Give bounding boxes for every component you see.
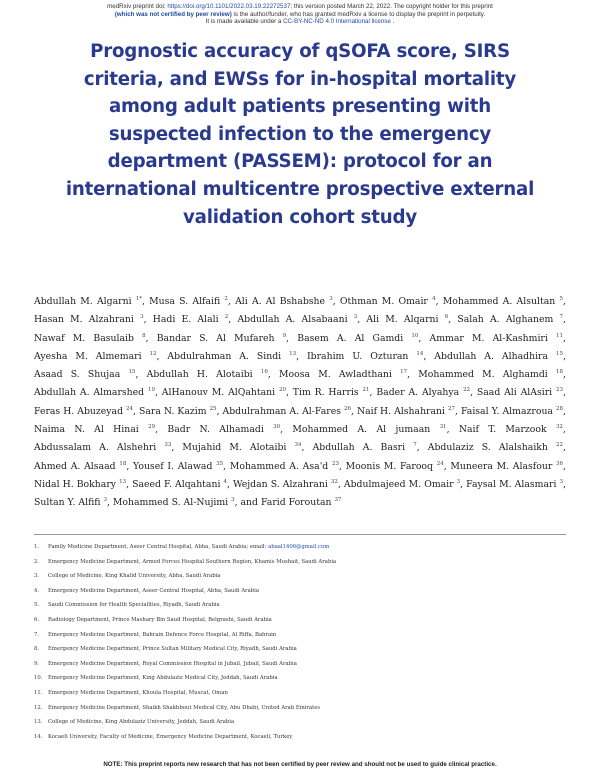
- author-affiliation-marker: 3: [231, 497, 235, 504]
- author-name: Saeed F. Alqahtani: [132, 478, 221, 490]
- affiliation-number: 12.: [34, 704, 43, 711]
- affiliation-text: Emergency Medicine Department, Shaikh Shakhbout Medical City, Abu Dhabi, United Arab Emirates: [48, 704, 321, 711]
- author-entry: [443, 296, 563, 307]
- banner-copyright-text: ; this version posted March 22, 2022. The copyright holder for this preprint: [290, 3, 493, 10]
- banner-available-text: It is made available under a: [205, 18, 284, 26]
- author-name: Abdussalam A. Alshehri: [34, 442, 157, 454]
- author-affiliation-marker: 7: [413, 442, 417, 449]
- author-affiliation-marker: 15: [128, 369, 136, 376]
- paper-title: [30, 38, 570, 231]
- banner-line-3: [0, 18, 600, 26]
- affiliation-number: 14.: [34, 733, 43, 740]
- author-name: Farid Foroutan: [260, 497, 332, 509]
- author-name: Moonis M. Farooq: [345, 460, 433, 472]
- affiliation-text: Radiology Department, Prince Mashary Bin Saud Hospital, Belgrashi, Saudi Arabia: [48, 616, 272, 623]
- author-entry: [237, 314, 357, 325]
- author-affiliation-marker: 3: [103, 497, 107, 504]
- author-entry: [376, 387, 470, 398]
- author-name: Hadi E. Alali: [152, 314, 219, 326]
- author-affiliation-marker: 31: [439, 423, 447, 430]
- affiliation-item: [34, 686, 566, 701]
- author-affiliation-marker: 4: [432, 295, 436, 302]
- author-entry: [477, 387, 563, 398]
- author-name: Faisal Y. Almazroua: [460, 405, 553, 417]
- author-name: Mohammed A. Alsultan: [442, 296, 556, 307]
- author-name: Abdulrahman A. Al-Fares: [222, 405, 341, 417]
- affiliation-item: [34, 628, 566, 643]
- author-entry: [297, 333, 418, 344]
- author-entry: [466, 479, 563, 490]
- author-entry: [450, 461, 563, 472]
- author-name: Nawaf M. Basulaib: [34, 332, 134, 344]
- author-name: Asaad S. Shujaa: [34, 369, 121, 381]
- author-name: Abdullah A. Alsabaani: [237, 314, 348, 326]
- author-entry: [457, 314, 563, 325]
- affiliation-item: [34, 540, 566, 555]
- author-entry: [34, 461, 126, 472]
- author-entry: [346, 461, 444, 472]
- author-name: Bader A. Alyahya: [376, 387, 460, 399]
- affiliation-separator: [34, 534, 566, 535]
- author-affiliation-marker: 35: [216, 460, 224, 467]
- author-affiliation-marker: 10: [411, 332, 419, 339]
- author-affiliation-marker: 3: [140, 314, 144, 321]
- author-affiliation-marker: 4: [223, 478, 227, 485]
- preprint-footer-note: NOTE: This preprint reports new research that has not been certified by peer review and should not be used to guide clinical practice.: [103, 761, 497, 768]
- affiliation-item: [34, 657, 566, 672]
- preprint-banner: [0, 3, 600, 26]
- author-affiliation-marker: 33: [164, 442, 172, 449]
- author-affiliation-marker: 11: [556, 332, 563, 339]
- author-affiliation-marker: 25: [209, 405, 217, 412]
- author-entry: [149, 296, 228, 307]
- author-name: Mohammed M. Alghamdi: [418, 369, 548, 381]
- author-affiliation-marker: 19: [147, 387, 155, 394]
- author-name: Naima N. Al Hinai: [34, 424, 139, 436]
- affiliation-text: Family Medicine Department, Aseer Central Hospital, Abha, Saudi Arabia; email:: [48, 544, 269, 550]
- author-entry: [428, 442, 563, 453]
- author-entry: [133, 461, 223, 472]
- author-name: Nidal H. Bokhary: [34, 478, 117, 490]
- author-name: Ammar M. Al-Kashmiri: [429, 332, 548, 344]
- title-line: suspected infection to the emergency: [108, 123, 492, 145]
- affiliation-number: 2.: [34, 558, 40, 565]
- author-affiliation-marker: 2: [224, 295, 228, 302]
- author-affiliation-marker: 24: [436, 460, 444, 467]
- author-prefix: and: [240, 497, 261, 509]
- author-name: Tim R. Harris: [292, 387, 359, 399]
- author-name: Yousef I. Alawad: [133, 460, 213, 472]
- author-affiliation-marker: 20: [279, 387, 286, 394]
- author-name: Sara N. Kazim: [139, 405, 207, 417]
- author-name: Naif T. Marzook: [458, 424, 547, 436]
- author-name: Basem A. Al Gamdi: [297, 332, 404, 344]
- author-entry: [366, 314, 448, 325]
- affiliation-text: Emergency Medicine Department, Bahrain Defence Force Hospital, Al Riffa, Bahrain: [48, 631, 277, 638]
- affiliation-list: [34, 540, 566, 744]
- author-name: Badr N. Alhamadi: [167, 424, 264, 436]
- author-entry: [357, 406, 455, 417]
- author-name: Ali M. Alqarni: [366, 314, 439, 326]
- author-entry: [113, 497, 235, 508]
- author-affiliation-marker: 18: [555, 369, 563, 376]
- author-name: Ibrahim U. Ozturan: [306, 350, 409, 362]
- title-line: among adult patients presenting with: [108, 96, 491, 118]
- author-name: Abdullah M. Algarni: [34, 296, 132, 307]
- author-entry: [434, 351, 563, 362]
- author-entry: [167, 351, 296, 362]
- author-entry: [293, 387, 370, 398]
- banner-license-statement: is the author/funder, who has granted medRxiv a license to display the preprint in perpetuity.: [231, 10, 486, 18]
- author-name: Abdullah H. Alotaibi: [146, 369, 253, 381]
- author-name: Feras H. Abuzeyad: [34, 405, 124, 417]
- author-name: AlHanouv M. AlQahtani: [161, 387, 276, 399]
- author-affiliation-marker: 26: [343, 405, 351, 412]
- affiliation-number: 4.: [34, 587, 40, 594]
- author-affiliation-marker: 3: [329, 295, 333, 302]
- author-name: Mohammed S. Al-Nujimi: [112, 497, 229, 509]
- author-entry: [162, 387, 286, 398]
- affiliation-text: College of Medicine, King Khalid University, Abha, Saudi Arabia: [48, 573, 221, 580]
- author-affiliation-marker: 27: [448, 405, 455, 412]
- author-entry: [34, 497, 107, 508]
- affiliation-text: Emergency Medicine Department, Khoula Hospital, Muscat, Oman: [48, 689, 228, 696]
- banner-not-certified: (which was not certified by peer review): [114, 10, 232, 18]
- author-entry: [461, 406, 563, 417]
- affiliation-number: 3.: [34, 573, 40, 580]
- affiliation-item: [34, 730, 566, 745]
- corresponding-email-link[interactable]: abaal1406@gmail.com: [268, 544, 330, 550]
- affiliation-number: 9.: [34, 660, 40, 667]
- author-name: Mohammed A. Al jumaan: [292, 424, 431, 436]
- author-entry: [241, 497, 342, 508]
- author-name: Othman M. Omair: [339, 296, 428, 307]
- title-line: Prognostic accuracy of qSOFA score, SIRS: [90, 41, 510, 62]
- author-affiliation-marker: 1*: [135, 295, 142, 302]
- affiliation-number: 5.: [34, 602, 40, 609]
- author-name: Faysal M. Alasmari: [466, 478, 557, 490]
- author-affiliation-marker: 14: [416, 350, 424, 357]
- author-affiliation-marker: 16: [260, 369, 268, 376]
- author-entry: [34, 406, 133, 417]
- author-entry: [223, 406, 351, 417]
- author-entry: [418, 369, 563, 380]
- author-name: Hasan M. Alzahrani: [34, 314, 134, 326]
- author-entry: [132, 479, 227, 490]
- author-entry: [34, 351, 157, 362]
- author-name: Wejdan S. Alzahrani: [232, 478, 328, 490]
- author-affiliation-marker: 15: [556, 350, 563, 357]
- author-name: Ali A. Al Bshabshe: [235, 296, 326, 307]
- affiliation-number: 7.: [34, 631, 40, 638]
- author-entry: [34, 369, 135, 380]
- author-name: Ahmed A. Alsaad: [34, 460, 116, 472]
- author-affiliation-marker: 3: [559, 478, 563, 485]
- author-entry: [34, 314, 144, 325]
- author-affiliation-marker: 7: [559, 314, 563, 321]
- author-affiliation-marker: 2: [224, 314, 229, 321]
- author-name: Abdulrahman A. Sindi: [167, 350, 282, 362]
- author-affiliation-marker: 22: [556, 442, 564, 449]
- author-affiliation-marker: 32: [330, 478, 338, 485]
- author-name: Saad Ali AlAsiri: [476, 387, 553, 399]
- author-name: Sultan Y. Alfifi: [34, 497, 101, 509]
- affiliation-item: [34, 642, 566, 657]
- author-name: Abdulmajeed M. Omair: [343, 478, 454, 490]
- author-entry: [34, 333, 146, 344]
- author-entry: [157, 333, 286, 344]
- affiliation-item: [34, 598, 566, 613]
- author-entry: [147, 369, 268, 380]
- author-affiliation-marker: 32: [555, 423, 563, 430]
- author-name: Abdullah A. Alhadhira: [434, 350, 549, 362]
- author-affiliation-marker: 9: [282, 332, 287, 339]
- affiliation-number: 13.: [34, 719, 43, 726]
- author-affiliation-marker: 23: [556, 387, 563, 394]
- author-entry: [429, 333, 563, 344]
- author-affiliation-marker: 3: [353, 314, 358, 321]
- affiliation-text: Kocaeli University, Faculty of Medicine, Emergency Medicine Department, Kocaeli, Turkey: [48, 733, 293, 740]
- author-affiliation-marker: 5: [559, 295, 563, 302]
- affiliation-item: [34, 701, 566, 716]
- author-affiliation-marker: 3: [456, 478, 461, 485]
- author-name: Abdullah A. Almarshed: [34, 387, 145, 399]
- author-affiliation-marker: 6: [444, 314, 449, 321]
- author-entry: [34, 387, 155, 398]
- author-affiliation-marker: 13: [119, 478, 127, 485]
- author-entry: [292, 424, 446, 435]
- affiliation-item: [34, 584, 566, 599]
- affiliation-text: Saudi Commission for Health Specialities, Riyadh, Saudi Arabia: [48, 602, 220, 609]
- banner-line-1: [0, 3, 600, 11]
- affiliation-number: 6.: [34, 616, 40, 623]
- author-affiliation-marker: 36: [556, 460, 564, 467]
- author-name: Abdulaziz S. Alalshaikh: [427, 442, 548, 454]
- affiliation-item: [34, 569, 566, 584]
- affiliation-text: Emergency Medicine Department, Prince Sultan Military Medical City, Riyadh, Saudi Arabia: [48, 646, 297, 653]
- author-entry: [182, 442, 301, 453]
- affiliation-text: College of Medicine, King Abdulaziz University, Jeddah, Saudi Arabia: [48, 719, 235, 726]
- author-name: Abdullah A. Basri: [312, 442, 406, 454]
- author-name: Mujahid M. Alotaibi: [182, 442, 287, 454]
- author-name: Mohammed A. Asa'd: [229, 460, 329, 472]
- affiliation-text: Emergency Medicine Department, Royal Commission Hospital in Jubail, Jubail, Saudi Arabia: [48, 660, 297, 667]
- affiliation-text: Emergency Medicine Department, King Abdulaziz Medical City, Jeddah, Saudi Arabia: [48, 675, 278, 682]
- author-entry: [279, 369, 407, 380]
- affiliation-text: Emergency Medicine Department, Aseer Central Hospital, Abha, Saudi Arabia: [48, 587, 259, 594]
- affiliation-item: [34, 613, 566, 628]
- author-entry: [34, 479, 126, 490]
- affiliation-number: 1.: [34, 544, 40, 550]
- author-name: Naif H. Alshahrani: [356, 405, 445, 417]
- author-entry: [459, 424, 563, 435]
- banner-period: .: [390, 18, 395, 26]
- author-affiliation-marker: 24: [126, 405, 134, 412]
- author-name: Musa S. Alfaifi: [149, 296, 221, 307]
- author-affiliation-marker: 17: [400, 369, 408, 376]
- author-affiliation-marker: 22: [463, 387, 471, 394]
- author-entry: [34, 424, 155, 435]
- affiliation-number: 10.: [34, 675, 43, 682]
- author-entry: [139, 406, 217, 417]
- affiliation-text: Emergency Medicine Department, Armed Forces Hospital Southern Region, Khamis Mushait, Saudi Arabia: [48, 558, 337, 565]
- title-line: international multicentre prospective external: [65, 178, 535, 200]
- author-entry: [34, 442, 171, 453]
- affiliation-item: [34, 555, 566, 570]
- banner-line-2: [0, 11, 600, 19]
- license-link[interactable]: CC-BY-NC-ND 4.0 International license: [283, 18, 391, 26]
- author-entry: [34, 296, 142, 307]
- author-affiliation-marker: 8: [142, 332, 146, 339]
- author-entry: [153, 314, 229, 325]
- doi-link[interactable]: https://doi.org/10.1101/2022.03.19.22272537: [167, 3, 291, 10]
- banner-doi-label: medRxiv preprint doi:: [107, 3, 168, 10]
- author-affiliation-marker: 37: [334, 497, 342, 504]
- author-affiliation-marker: 13: [289, 350, 297, 357]
- author-name: Ayesha M. Almemari: [34, 350, 142, 362]
- author-entry: [167, 424, 280, 435]
- author-affiliation-marker: 34: [294, 442, 302, 449]
- author-name: Moosa M. Awladthani: [279, 369, 392, 381]
- affiliation-number: 8.: [34, 646, 40, 653]
- author-name: Salah A. Alghanem: [457, 314, 554, 326]
- affiliation-item: [34, 715, 566, 730]
- author-entry: [235, 296, 333, 307]
- author-entry: [340, 296, 436, 307]
- title-line: validation cohort study: [182, 206, 418, 228]
- title-line: criteria, and EWSs for in-hospital mortality: [83, 68, 517, 90]
- author-name: Muneera M. Alasfour: [450, 460, 553, 472]
- author-affiliation-marker: 30: [273, 423, 281, 430]
- author-entry: [344, 479, 460, 490]
- author-affiliation-marker: 18: [119, 460, 127, 467]
- author-entry: [313, 442, 417, 453]
- title-line: department (PASSEM): protocol for an: [107, 151, 493, 173]
- author-entry: [230, 461, 339, 472]
- author-name: Bandar S. Al Mufareh: [156, 332, 275, 344]
- author-entry: [233, 479, 338, 490]
- affiliation-number: 11.: [34, 689, 43, 696]
- author-affiliation-marker: 28: [555, 405, 563, 412]
- author-affiliation-marker: 21: [362, 387, 370, 394]
- author-entry: [307, 351, 423, 362]
- author-affiliation-marker: 12: [149, 350, 157, 357]
- author-affiliation-marker: 29: [148, 423, 156, 430]
- author-affiliation-marker: 23: [331, 460, 339, 467]
- author-list: Abdullah M. Algarni $^{1*}$, Musa S. Alfaifi $^2$, Ali A. Al Bshabshe $^3$, Othman M. Omair $^4$, Mohammed A. Alsultan $^5$, Hasan M. Alzahrani $^3$, Hadi E. Alali $^2$, Abdullah A. Alsabaani $^3$, Ali M. Alqarni $^6$, Salah A. Alghanem $^7$, Nawaf M. Basulaib $^8$, Bandar S. Al Mufareh $^9$, Basem A. Al Gamdi $^{10}$, Ammar M. Al-Kashmiri $^{11}$, Ayesha M. Almemari $^{12}$, Abdulrahman A. Sindi $^{13}$, Ibrahim U. Ozturan $^{14}$, Abdullah A. Alhadhira $^{15}$, Asaad S. Shujaa $^{15}$, Abdullah H. Alotaibi $^{16}$, Moosa M. Awladthani $^{17}$, Mohammed M. Alghamdi $^{18}$, Abdullah A. Almarshed $^{19}$, AlHanouv M. AlQahtani $^{20}$, Tim R. Harris $^{21}$, Bader A. Alyahya $^{22}$, Saad Ali AlAsiri $^{23}$, Feras H. Abuzeyad $^{24}$, Sara N. Kazim $^{25}$, Abdulrahman A. Al-Fares $^{26}$, Naif H. Alshahrani $^{27}$, Faisal Y. Almazroua $^{28}$, Naima N. Al Hinai $^{29}$, Badr N. Alhamadi $^{30}$, Mohammed A. Al jumaan $^{31}$, Naif T. Marzook $^{32}$, Abdussalam A. Alshehri $^{33}$, Mujahid M. Alotaibi $^{34}$, Abdullah A. Basri $^7$, Abdulaziz S. Alalshaikh $^{22}$, Ahmed A. Alsaad $^{18}$, Yousef I. Alawad $^{35}$, Mohammed A. Asa'd $^{23}$, Moonis M. Farooq $^{24}$, Muneera M. Alasfour $^{36}$, Nidal H. Bokhary $^{13}$, Saeed F. Alqahtani $^4$, Wejdan S. Alzahrani $^{32}$, Abdulmajeed M. Omair $^3$, Faysal M. Alasmari $^3$, Sultan Y. Alfifi $^3$, Mohammed S. Al-Nujimi $^3$, and Farid Foroutan $^{37}$: [34, 295, 566, 509]
- affiliation-item: [34, 671, 566, 686]
